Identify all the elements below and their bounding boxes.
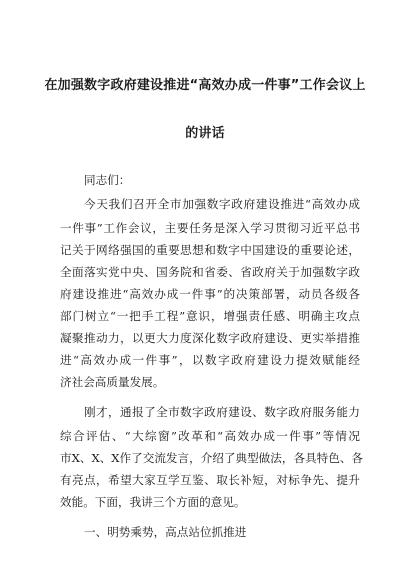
paragraph-1-line: 进“高效办成一件事”，以数字政府建设力提效赋能经 [60, 353, 360, 367]
paragraph-1-line: 府建设推进“高效办成一件事”的决策部署，动员各级各 [60, 287, 360, 301]
paragraph-2-line: 综合评估、“大综窗”改革和“高效办成一件事”等情况 [60, 429, 360, 443]
paragraph-1-line: 凝聚推动力，以更大力度深化数字政府建设、更实举措推 [60, 331, 360, 345]
paragraph-2-line: 效能。下面，我讲三个方面的意见。 [60, 495, 246, 509]
paragraph-2-line: 市X、X、X作了交流发言，介绍了典型做法，各具特色、各 [60, 451, 364, 465]
paragraph-1-line: 济社会高质量发展。 [60, 375, 165, 389]
section-heading: 一、明势乘势，高点站位抓推进 [84, 525, 247, 539]
document-title-line-2: 的讲话 [185, 126, 225, 141]
paragraph-2-line: 有亮点，希望大家互学互鉴、取长补短，对标争先、提升 [60, 473, 360, 487]
paragraph-1-line: 今天我们召开全市加强数字政府建设推进“高效办成 [84, 197, 360, 211]
salutation: 同志们： [84, 173, 131, 187]
paragraph-1-line: 全面落实党中央、国务院和省委、省政府关于加强数字政 [60, 265, 360, 279]
paragraph-1-line: 部门树立“一把手工程”意识，增强责任感、明确主攻点 [60, 309, 360, 323]
document-title-line-1: 在加强数字政府建设推进“高效办成一件事”工作会议上 [44, 78, 366, 93]
paragraph-2-line: 刚才，通报了全市数字政府建设、数字政府服务能力 [84, 405, 360, 419]
paragraph-1-line: 记关于网络强国的重要思想和数字中国建设的重要论述， [60, 243, 360, 257]
paragraph-1-line: 一件事”工作会议，主要任务是深入学习贯彻习近平总书 [60, 221, 360, 235]
